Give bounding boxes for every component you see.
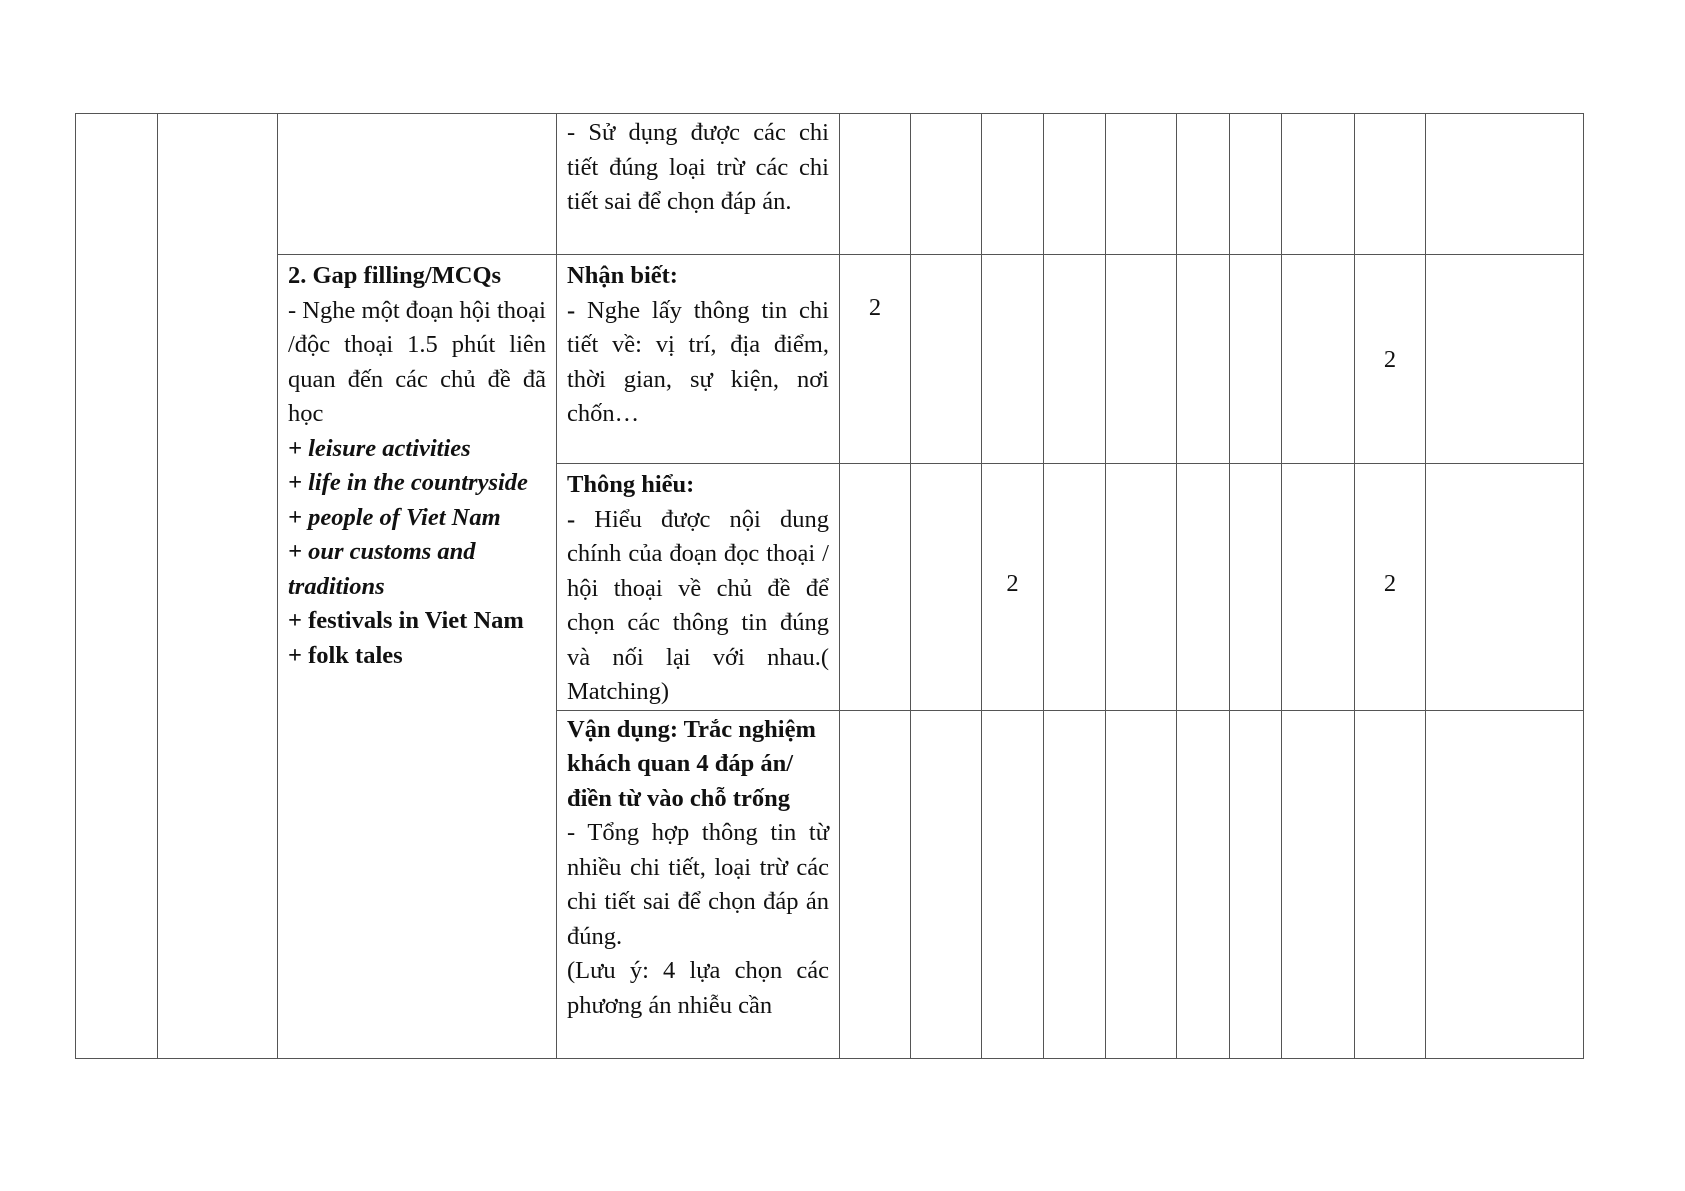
cell-detail bbox=[557, 114, 840, 255]
topic-item: + people of Viet Nam bbox=[288, 503, 501, 531]
section-title: 2. Gap filling/MCQs bbox=[288, 262, 502, 289]
count-cell bbox=[982, 464, 1044, 711]
level-text: - Tổng hợp thông tin từ nhiều chi tiết, loại trừ các chi tiết sai để chọn đáp án đúng. bbox=[567, 819, 829, 950]
level-heading: Nhận biết: bbox=[567, 262, 678, 289]
detail-text: - Sử dụng được các chi tiết đúng loại trừ các chi tiết sai để chọn đáp án. bbox=[567, 119, 829, 215]
dash-mark: - bbox=[567, 296, 576, 324]
cell-empty bbox=[278, 114, 557, 255]
count-total: 2 bbox=[1383, 346, 1397, 373]
cell-thong-hieu bbox=[557, 464, 840, 711]
table-row bbox=[76, 114, 1584, 255]
table-row bbox=[76, 255, 1584, 464]
cell-empty bbox=[158, 114, 278, 1059]
count-cell bbox=[1355, 255, 1426, 464]
level-heading: Thông hiểu: bbox=[567, 471, 695, 498]
topic-item: + festivals in Viet Nam bbox=[288, 607, 524, 634]
level-text: Hiểu được nội dung chính của đoạn đọc thoại / hội thoại về chủ đề để chọn các thông tin đúng và nối lại với nhau.( Matching) bbox=[567, 505, 829, 705]
dash-mark: - bbox=[567, 505, 576, 533]
cell-van-dung bbox=[557, 710, 840, 1058]
topic-item: + folk tales bbox=[288, 641, 403, 669]
level-note: (Lưu ý: 4 lựa chọn các phương án nhiễu cần bbox=[567, 957, 829, 1019]
topic-item: + leisure activities bbox=[288, 434, 471, 462]
count-value: 2 bbox=[868, 294, 882, 321]
count-value: 2 bbox=[1006, 570, 1019, 597]
level-text: Nghe lấy thông tin chi tiết về: vị trí, địa điểm, thời gian, sự kiện, nơi chốn… bbox=[567, 296, 829, 427]
count-cell bbox=[1355, 464, 1426, 711]
topic-item: + our customs and traditions bbox=[288, 538, 476, 600]
cell-empty bbox=[76, 114, 158, 1059]
cell-section bbox=[278, 255, 557, 1059]
level-heading: Vận dụng: Trắc nghiệm khách quan 4 đáp án/ điền từ vào chỗ trống bbox=[567, 715, 816, 812]
count-cell bbox=[840, 255, 911, 464]
cell-nhan-biet bbox=[557, 255, 840, 464]
topic-item: + life in the countryside bbox=[288, 469, 528, 496]
count-total: 2 bbox=[1383, 570, 1397, 597]
section-description: - Nghe một đoạn hội thoại /độc thoại 1.5 phút liên quan đến các chủ đề đã học bbox=[288, 296, 546, 427]
matrix-table bbox=[75, 113, 1584, 1059]
